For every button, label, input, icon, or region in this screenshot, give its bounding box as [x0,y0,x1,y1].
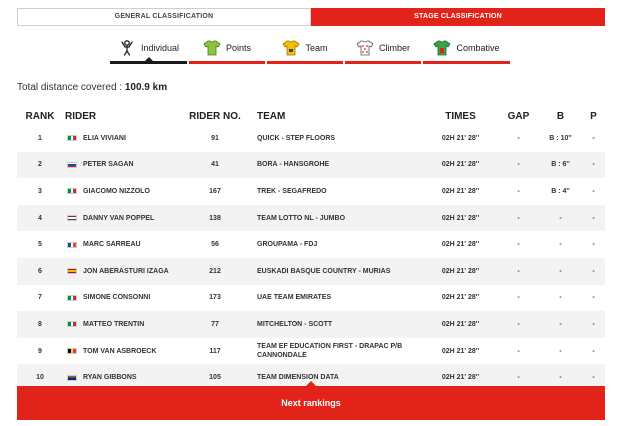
gap-cell: - [517,161,520,169]
rider-name[interactable]: DANNY VAN POPPEL [83,214,155,222]
table-row[interactable] [17,125,605,152]
gap-cell: - [517,134,520,142]
rank-cell: 2 [38,161,42,169]
rank-cell: 4 [38,214,42,222]
rank-cell: 3 [38,187,42,195]
tab-team[interactable] [267,32,343,64]
tab-underline [189,61,265,64]
belgium-flag-icon [67,348,77,354]
time-cell: 02H 21' 28'' [441,294,480,302]
tab-label: Individual [140,43,180,53]
green-jersey-icon [203,40,221,56]
table-row[interactable] [17,231,605,258]
tab-underline [110,61,187,64]
combative-jersey-icon [433,40,451,56]
ranking-type-tabs [110,32,510,64]
table-row[interactable] [17,338,605,365]
gap-cell: - [517,374,520,382]
bonus-cell: - [559,214,562,222]
italy-flag-icon [67,295,77,301]
rider-name[interactable]: TOM VAN ASBROECK [83,347,157,355]
table-row[interactable] [17,205,605,232]
tab-underline [423,61,510,64]
penalty-cell: - [592,214,595,222]
rider-cell[interactable] [63,135,175,142]
next-rankings-label: Next rankings [281,398,341,408]
col-rank: RANK [25,111,55,122]
spain-flag-icon [67,268,77,274]
italy-flag-icon [67,188,77,194]
tab-label: Combative [456,43,500,53]
table-body [17,125,605,391]
bonus-cell: - [559,320,562,328]
time-cell: 02H 21' 28'' [441,320,480,328]
caret-up-icon [306,381,316,386]
total-distance [17,82,167,93]
tab-points[interactable] [189,32,265,64]
distance-label: Total distance covered : [17,82,123,93]
gap-cell: - [517,320,520,328]
rank-cell: 9 [38,347,42,355]
ranking-table [17,108,605,391]
tab-combative[interactable] [423,32,510,64]
bonus-cell: - [559,241,562,249]
rank-cell: 10 [36,374,44,382]
polka-dot-jersey-icon [356,40,374,56]
col-bonus: B [556,111,565,122]
rank-cell: 6 [38,267,42,275]
penalty-cell: - [592,187,595,195]
classification-tabs [17,8,605,26]
table-header [17,108,605,125]
time-cell: 02H 21' 28'' [441,161,480,169]
penalty-cell: - [592,161,595,169]
penalty-cell: - [592,294,595,302]
rider-name[interactable]: JON ABERASTURI IZAGA [83,267,169,275]
italy-flag-icon [67,135,77,141]
rider-number-cell: 212 [209,267,221,275]
yellow-jersey-icon [282,40,300,56]
france-flag-icon [67,242,77,248]
rider-name[interactable]: GIACOMO NIZZOLO [83,187,150,195]
penalty-cell: - [592,374,595,382]
tab-individual[interactable] [110,32,187,64]
rider-cell[interactable] [63,188,175,195]
rider-number-cell: 173 [209,294,221,302]
tab-climber[interactable] [345,32,421,64]
tab-general-classification[interactable]: GENERAL CLASSIFICATION [17,8,311,26]
table-row[interactable] [17,285,605,312]
rider-number-cell: 56 [211,241,219,249]
rider-number-cell: 138 [209,214,221,222]
italy-flag-icon [67,321,77,327]
bonus-cell: B : 4'' [551,187,570,195]
tab-label: Climber [378,43,410,53]
bonus-cell: - [559,374,562,382]
table-row[interactable] [17,152,605,179]
tab-underline [345,61,421,64]
team-cell[interactable]: TEAM DIMENSION DATA [257,374,339,382]
distance-value: 100.9 km [124,82,168,93]
rank-cell: 5 [38,241,42,249]
table-row[interactable] [17,258,605,285]
team-cell[interactable]: UAE TEAM EMIRATES [257,294,332,302]
gap-cell: - [517,347,520,355]
rider-icon [118,40,136,56]
bonus-cell: - [559,294,562,302]
penalty-cell: - [592,241,595,249]
team-cell[interactable]: TEAM EF EDUCATION FIRST - DRAPAC P/B CANNONDALE [257,343,403,360]
next-rankings-button[interactable] [17,386,605,420]
rank-cell: 8 [38,320,42,328]
rider-name[interactable]: PETER SAGAN [83,161,134,169]
rider-number-cell: 91 [211,134,219,142]
rider-number-cell: 117 [209,347,221,355]
rider-number-cell: 105 [209,374,221,382]
bonus-cell: B : 10'' [549,134,572,142]
rider-name[interactable]: MARC SARREAU [83,241,141,249]
time-cell: 02H 21' 28'' [441,187,480,195]
rider-name[interactable]: ELIA VIVIANI [83,134,126,142]
rider-name[interactable]: MATTEO TRENTIN [83,320,145,328]
rank-cell: 1 [38,134,42,142]
rider-number-cell: 77 [211,320,219,328]
tab-underline [267,61,343,64]
table-row[interactable] [17,178,605,205]
team-cell[interactable]: TEAM LOTTO NL - JUMBO [257,214,346,222]
penalty-cell: - [592,267,595,275]
col-team: TEAM [257,111,286,122]
rider-number-cell: 41 [211,161,219,169]
tab-label: Points [225,43,251,53]
bonus-cell: B : 6'' [551,161,570,169]
col-rider: RIDER [65,111,97,122]
rider-cell[interactable] [63,161,175,168]
team-cell[interactable]: GROUPAMA - FDJ [257,241,318,249]
penalty-cell: - [592,347,595,355]
rider-cell[interactable] [63,374,175,381]
rider-cell[interactable] [63,294,175,301]
gap-cell: - [517,241,520,249]
rider-name[interactable]: SIMONE CONSONNI [83,294,151,302]
bonus-cell: - [559,347,562,355]
gap-cell: - [517,294,520,302]
tab-stage-classification[interactable]: STAGE CLASSIFICATION [311,8,605,26]
rider-cell[interactable] [63,348,175,355]
slovakia-flag-icon [67,162,77,168]
col-gap: GAP [507,111,530,122]
time-cell: 02H 21' 28'' [441,134,480,142]
team-cell[interactable]: TREK - SEGAFREDO [257,187,327,195]
penalty-cell: - [592,320,595,328]
rider-cell[interactable] [63,321,175,328]
time-cell: 02H 21' 28'' [441,374,480,382]
team-cell[interactable]: QUICK - STEP FLOORS [257,134,336,142]
rider-cell[interactable] [63,241,175,248]
col-times: TIMES [445,111,476,122]
tab-label: Team [305,43,328,53]
penalty-cell: - [592,134,595,142]
team-cell[interactable]: MITCHELTON - SCOTT [257,320,333,328]
time-cell: 02H 21' 28'' [441,347,480,355]
bonus-cell: - [559,267,562,275]
gap-cell: - [517,267,520,275]
rider-cell[interactable] [63,268,175,275]
gap-cell: - [517,187,520,195]
south-africa-flag-icon [67,375,77,381]
col-penalty: P [590,111,597,122]
rider-cell[interactable] [63,215,175,222]
rider-name[interactable]: RYAN GIBBONS [83,374,137,382]
team-cell[interactable]: EUSKADI BASQUE COUNTRY - MURIAS [257,267,391,275]
time-cell: 02H 21' 28'' [441,241,480,249]
gap-cell: - [517,214,520,222]
table-row[interactable] [17,311,605,338]
rider-number-cell: 167 [209,187,221,195]
time-cell: 02H 21' 28'' [441,267,480,275]
time-cell: 02H 21' 28'' [441,214,480,222]
team-cell[interactable]: BORA - HANSGROHE [257,161,330,169]
col-rider-no: RIDER NO. [189,111,241,122]
netherlands-flag-icon [67,215,77,221]
rank-cell: 7 [38,294,42,302]
